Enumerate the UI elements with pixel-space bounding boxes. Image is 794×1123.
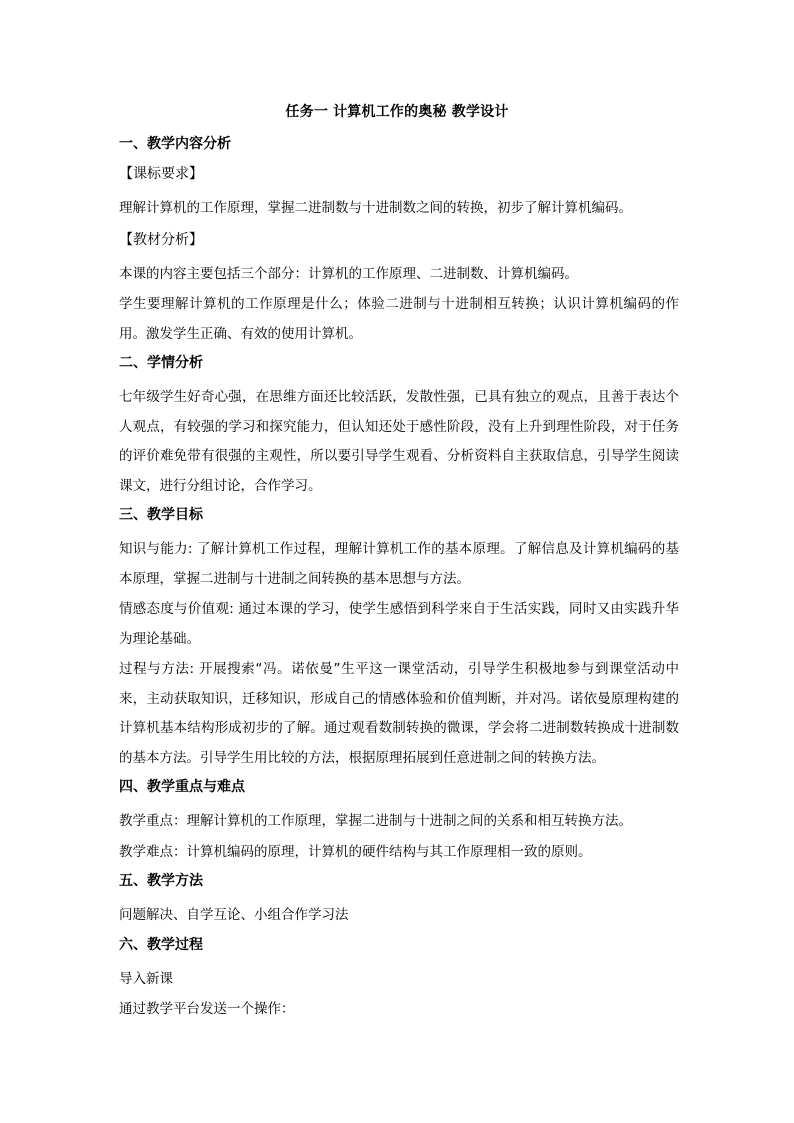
paragraph: 七年级学生好奇心强，在思维方面还比较活跃，发散性强，已具有独立的观点，且善于表达个 人观点，有较强的学习和探究能力，但认知还处于感性阶段，没有上升到理性阶段，对于任务的评价难免带有很强的主观性，所以要引导学生观看、分析资料自主获取信息，引导学生阅读课文，进行分组讨论，合作学习。	[119, 389, 679, 494]
section-heading-teaching-process: 六、教学过程	[119, 936, 203, 953]
paragraph: 理解计算机的工作原理，掌握二进制数与十进制数之间的转换，初步了解计算机编码。	[119, 200, 632, 216]
document-title: 任务一 计算机工作的奥秘 教学设计	[285, 104, 509, 120]
paragraph: 学生要理解计算机的工作原理是什么；体验二进制与十进制相互转换；认识计算机编码的作用。激发学生正确、有效的使用计算机。	[119, 296, 679, 342]
paragraph: 本课的内容主要包括三个部分：计算机的工作原理、二进制数、计算机编码。	[119, 265, 578, 282]
paragraph: 通过教学平台发送一个操作：	[119, 1001, 295, 1017]
section-heading-key-points: 四、教学重点与难点	[119, 779, 245, 795]
paragraph: 知识与能力: 了解计算机工作过程，理解计算机工作的基本原理。了解信息及计算机编码的基本原理，掌握二进制与十进制之间转换的基本思想与方法。	[119, 541, 679, 587]
subheading-curriculum-requirements: 【课标要求】	[119, 166, 203, 182]
paragraph: 导入新课	[119, 970, 173, 987]
section-heading-content-analysis: 一、教学内容分析	[119, 136, 231, 152]
section-heading-student-analysis: 二、学情分析	[119, 355, 203, 371]
section-heading-teaching-methods: 五、教学方法	[119, 873, 203, 889]
section-heading-teaching-objectives: 三、教学目标	[119, 507, 203, 523]
document-body	[119, 130, 679, 1026]
subheading-textbook-analysis: 【教材分析】	[119, 231, 203, 248]
paragraph: 情感态度与价值观: 通过本课的学习，使学生感悟到科学来自于生活实践，同时又由实践升华为理论基础。	[119, 601, 679, 647]
paragraph: 过程与方法: 开展搜索“冯。诺依曼”生平这一课堂活动，引导学生积极地参与到课堂活动中来，主动获取知识，迁移知识，形成自己的情感体验和价值判断，并对冯。诺依曼原理构建的计算机基本结构形成初步的了解。通过观看数制转换的微课，学会将二进制数转换成十进制数的基本方法。引导学生用比较的方法，根据原理拓展到任意进制之间的转换方法。	[119, 661, 679, 766]
paragraph: 教学难点：计算机编码的原理，计算机的硬件结构与其工作原理相一致的原则。	[119, 843, 592, 860]
paragraph: 教学重点：理解计算机的工作原理，掌握二进制与十进制之间的关系和相互转换方法。	[119, 813, 632, 829]
paragraph: 问题解决、自学互论、小组合作学习法	[119, 907, 349, 923]
